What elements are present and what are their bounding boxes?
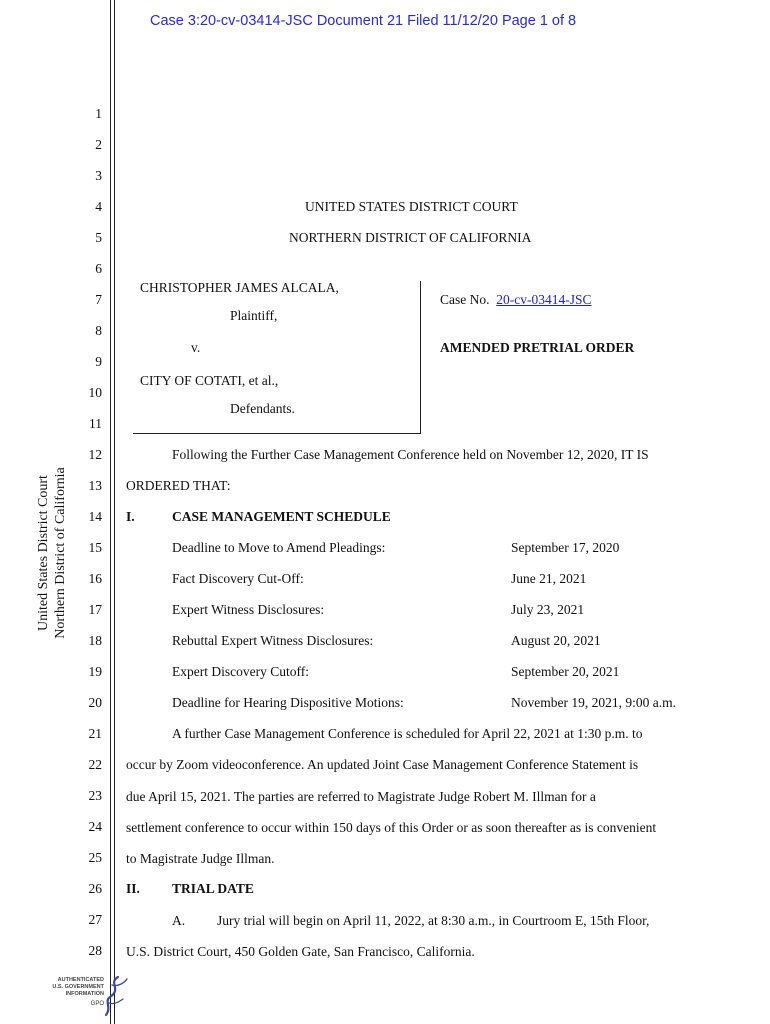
schedule-event: Rebuttal Expert Witness Disclosures: — [172, 633, 374, 648]
line-number: 18 — [88, 633, 102, 648]
eagle-emblem-icon — [100, 975, 130, 1017]
intro-line-1: Following the Further Case Management Conference held on November 12, 2020, IT IS — [172, 447, 649, 462]
intro-line-2: ORDERED THAT: — [126, 478, 231, 493]
schedule-date: September 17, 2020 — [511, 540, 620, 555]
line-number: 6 — [95, 261, 102, 276]
caption-divider-vertical — [420, 281, 421, 434]
paragraph-line-4: settlement conference to occur within 150 days of this Order or as soon thereafter as is convenient — [126, 820, 657, 835]
filing-header: Case 3:20-cv-03414-JSC Document 21 Filed 11/12/20 Page 1 of 8 — [150, 13, 577, 29]
section-1-title: CASE MANAGEMENT SCHEDULE — [172, 509, 391, 524]
schedule-date: November 19, 2021, 9:00 a.m. — [511, 695, 676, 710]
paragraph-line-3: due April 15, 2021. The parties are referred to Magistrate Judge Robert M. Illman for a — [126, 789, 596, 804]
line-number: 27 — [88, 912, 102, 927]
line-number: 25 — [88, 850, 102, 865]
line-number: 17 — [88, 602, 102, 617]
paragraph-line-5: to Magistrate Judge Illman. — [126, 851, 275, 866]
schedule-event: Expert Witness Disclosures: — [172, 602, 325, 617]
line-number: 9 — [95, 354, 102, 369]
line-number: 7 — [95, 292, 102, 307]
line-number: 2 — [95, 137, 102, 152]
schedule-date: July 23, 2021 — [511, 602, 585, 617]
section-1-number: I. — [126, 509, 135, 524]
line-number: 4 — [95, 199, 102, 214]
line-number: 16 — [88, 571, 102, 586]
defendant-role: Defendants. — [230, 401, 295, 416]
paragraph-line-2: occur by Zoom videoconference. An updated Joint Case Management Conference Statement is — [126, 757, 639, 772]
plaintiff-name: CHRISTOPHER JAMES ALCALA, — [140, 280, 339, 295]
gpo-authentication-seal — [40, 975, 130, 1015]
line-number: 3 — [95, 168, 102, 183]
line-number: 20 — [88, 695, 102, 710]
line-number: 23 — [88, 788, 102, 803]
line-number: 13 — [88, 478, 102, 493]
caption-divider-horizontal — [133, 433, 421, 434]
line-number: 5 — [95, 230, 102, 245]
section-2-number: II. — [126, 881, 140, 896]
schedule-event: Deadline for Hearing Dispositive Motions: — [172, 695, 404, 710]
margin-rule-left — [110, 0, 111, 1024]
versus-label: v. — [191, 340, 201, 355]
gpo-line-2: U.S. GOVERNMENT — [52, 984, 104, 990]
trial-line-1: Jury trial will begin on April 11, 2022, at 8:30 a.m., in Courtroom E, 15th Floor, — [217, 913, 650, 928]
gpo-line-3: INFORMATION — [65, 991, 104, 997]
line-number: 19 — [88, 664, 102, 679]
case-number-line — [440, 292, 592, 308]
schedule-event: Expert Discovery Cutoff: — [172, 664, 309, 679]
schedule-date: September 20, 2021 — [511, 664, 620, 679]
line-number: 22 — [88, 757, 102, 772]
case-number-link[interactable]: 20-cv-03414-JSC — [496, 292, 592, 307]
line-number: 12 — [88, 447, 102, 462]
gpo-tag: GPO — [90, 1001, 104, 1007]
line-number: 15 — [88, 540, 102, 555]
court-district: NORTHERN DISTRICT OF CALIFORNIA — [289, 230, 532, 245]
section-2-title: TRIAL DATE — [172, 881, 254, 896]
gpo-line-1: AUTHENTICATED — [57, 977, 104, 983]
plaintiff-role: Plaintiff, — [230, 308, 278, 323]
trial-line-2: U.S. District Court, 450 Golden Gate, San Francisco, California. — [126, 944, 475, 959]
court-name: UNITED STATES DISTRICT COURT — [305, 199, 518, 214]
margin-rule-right — [114, 0, 115, 1024]
defendant-name: CITY OF COTATI, et al., — [140, 373, 279, 388]
line-number: 8 — [95, 323, 102, 338]
order-title: AMENDED PRETRIAL ORDER — [440, 340, 635, 355]
trial-item-letter: A. — [172, 913, 186, 928]
schedule-date: June 21, 2021 — [511, 571, 587, 586]
paragraph-line-1: A further Case Management Conference is scheduled for April 22, 2021 at 1:30 p.m. to — [172, 726, 643, 741]
court-sidebar-label — [35, 467, 69, 638]
line-number: 28 — [88, 943, 102, 958]
line-number: 24 — [88, 819, 102, 834]
line-number: 11 — [89, 416, 102, 431]
sidebar-line-1: United States District Court — [36, 475, 51, 631]
line-number: 10 — [88, 385, 102, 400]
schedule-event: Deadline to Move to Amend Pleadings: — [172, 540, 386, 555]
schedule-event: Fact Discovery Cut-Off: — [172, 571, 304, 586]
sidebar-line-2: Northern District of California — [53, 467, 68, 639]
schedule-date: August 20, 2021 — [511, 633, 601, 648]
case-number-label: Case No. — [440, 292, 490, 307]
line-number: 21 — [88, 726, 102, 741]
line-number: 14 — [88, 509, 102, 524]
line-number: 1 — [95, 106, 102, 121]
line-number: 26 — [88, 881, 102, 896]
